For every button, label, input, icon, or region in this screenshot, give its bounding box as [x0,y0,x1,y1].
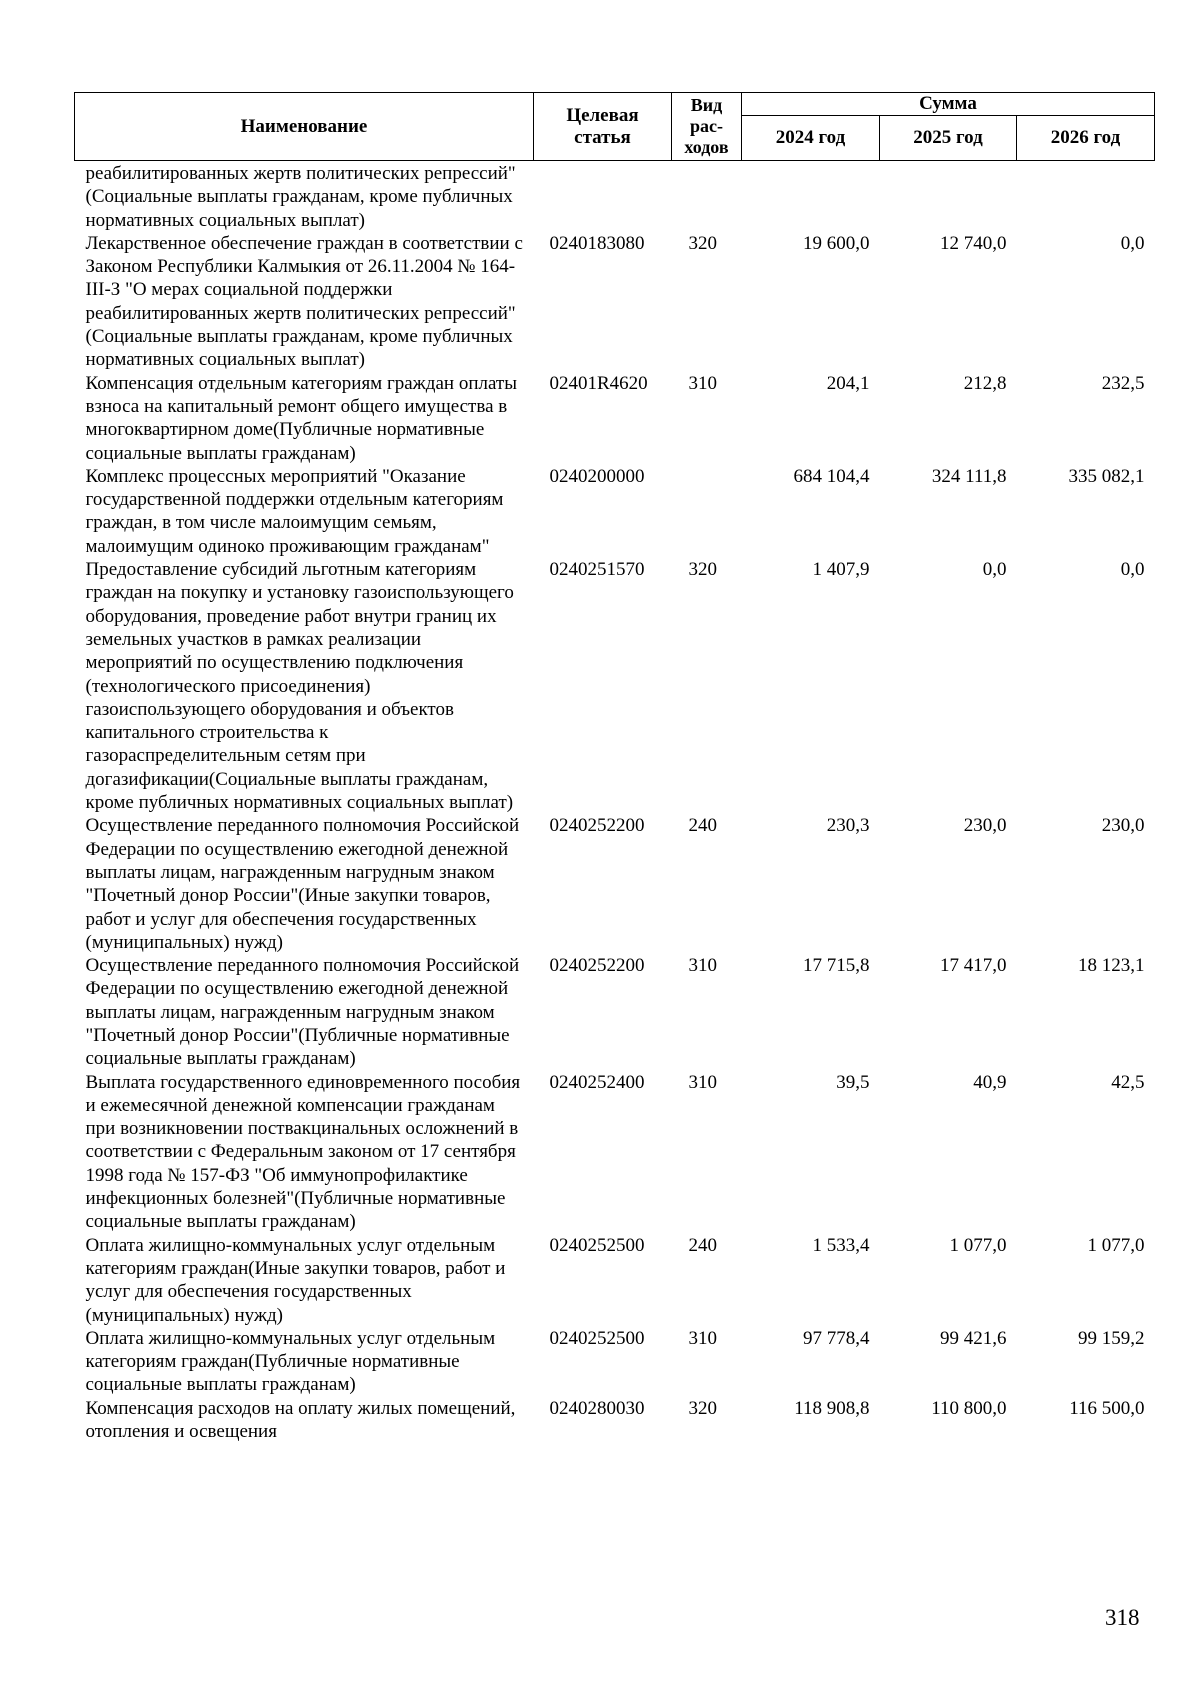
row-name: Оплата жилищно-коммунальных услуг отдельным категориям граждан(Публичные нормативные социальные выплаты гражданам) [85,1327,496,1396]
row-name: Комплекс процессных мероприятий "Оказание государственной поддержки отдельным категориям граждан, в том числе малоимущим семьям, малоимущим одиноко проживающим гражданам" [85,465,504,557]
header-vid: Вид рас-ходов [672,93,742,161]
header-2025: 2025 год [880,116,1017,161]
row-2025: 99 421,6 [940,1327,1007,1349]
row-vid: 320 [688,559,717,581]
row-2025: 0,0 [982,559,1007,581]
header-name: Наименование [75,93,534,161]
row-2026: 230,0 [1101,815,1145,837]
row-vid [672,465,742,558]
row-2024: 230,3 [826,815,870,837]
row-2025: 230,0 [963,815,1007,837]
row-code: 0240252200 [549,955,645,977]
table-row [75,954,1155,1070]
row-2026: 0,0 [1120,232,1145,254]
table-row [75,814,1155,954]
row-2026: 116 500,0 [1069,1397,1145,1419]
row-name: Осуществление переданного полномочия Российской Федерации по осуществлению ежегодной денежной выплаты лицам, награжденным нагрудным знаком "Почетный донор России"(Иные закупки товаров, работ и услуг для обеспечения государственных (муниципальных) нужд) [85,815,520,953]
row-2025: 110 800,0 [931,1397,1007,1419]
row-name: Выплата государственного единовременного пособия и ежемесячной денежной компенсации гражданам при возникновении поствакцинальных осложнений в соответствии с Федеральным законом от 17 сентября 1998 года № 157-ФЗ "Об иммунопрофилактике инфекционных болезней"(Публичные нормативные социальные выплаты гражданам) [85,1071,521,1233]
row-vid [672,161,742,232]
row-2024: 684 104,4 [793,465,870,487]
row-2025: 1 077,0 [949,1234,1007,1256]
row-name: реабилитированных жертв политических репрессий"(Социальные выплаты гражданам, кроме публичных нормативных социальных выплат) [85,163,516,231]
budget-table [74,92,1155,1443]
row-code: 0240251570 [549,559,645,581]
row-vid: 310 [688,1327,717,1349]
table-header [75,93,1155,161]
row-code: 0240252200 [549,815,645,837]
table-row [75,558,1155,814]
row-vid: 320 [688,232,717,254]
row-2024: 17 715,8 [803,955,870,977]
row-2026: 18 123,1 [1078,955,1145,977]
row-name: Лекарственное обеспечение граждан в соответствии с Законом Республики Калмыкия от 26.11.2004 № 164-III-З "О мерах социальной поддержки реабилитированных жертв политических репрессий"(Социальные выплаты гражданам, кроме публичных нормативных социальных выплат) [85,232,523,371]
row-name: Оплата жилищно-коммунальных услуг отдельным категориям граждан(Иные закупки товаров, работ и услуг для обеспечения государственных (муниципальных) нужд) [85,1234,506,1326]
row-2025: 12 740,0 [940,232,1007,254]
row-name: Компенсация отдельным категориям граждан оплаты взноса на капитальный ремонт общего имущества в многоквартирном доме(Публичные нормативные социальные выплаты гражданам) [85,372,517,464]
row-code: 0240252500 [549,1234,645,1256]
row-vid: 310 [688,955,717,977]
table-row [75,1397,1155,1444]
row-2024 [742,161,880,232]
row-vid: 310 [688,1071,717,1093]
row-2026: 232,5 [1101,372,1145,394]
row-2026: 0,0 [1120,559,1145,581]
page-number: 318 [1105,1605,1140,1630]
row-2024: 204,1 [826,372,870,394]
row-2024: 1 533,4 [812,1234,870,1256]
row-2025: 17 417,0 [940,955,1007,977]
row-code [534,161,672,232]
row-2024: 118 908,8 [794,1397,870,1419]
row-vid: 240 [688,1234,717,1256]
row-2025: 40,9 [973,1071,1007,1093]
row-2025 [880,161,1017,232]
row-2024: 97 778,4 [803,1327,870,1349]
header-code: Целевая статья [534,93,672,161]
row-vid: 240 [688,815,717,837]
table-row [75,1071,1155,1234]
table-body [75,161,1155,1444]
row-code: 0240252500 [549,1327,645,1349]
row-2024: 39,5 [836,1071,870,1093]
row-name: Предоставление субсидий льготным категориям граждан на покупку и установку газоиспользующего оборудования, проведение работ внутри границ их земельных участков в рамках реализации мероприятий по осуществлению подключения (технологического присоединения) газоиспользующего оборудования и объектов капитального строительства к газораспределительным сетям при догазификации(Социальные выплаты гражданам, кроме публичных нормативных социальных выплат) [85,559,514,814]
row-vid: 320 [688,1397,717,1419]
row-code: 0240252400 [549,1071,645,1093]
header-2026: 2026 год [1017,116,1155,161]
table-row [75,1327,1155,1397]
table-row [75,465,1155,558]
header-2024: 2024 год [742,116,880,161]
row-2024: 1 407,9 [812,559,870,581]
row-2025: 212,8 [963,372,1007,394]
row-code: 0240200000 [549,465,645,487]
header-sum: Сумма [742,93,1155,116]
table-row [75,1234,1155,1327]
row-code: 0240183080 [549,232,645,254]
row-2026: 335 082,1 [1068,465,1145,487]
row-2026: 42,5 [1111,1071,1145,1093]
table-row [75,161,1155,232]
document-page [74,92,1154,1443]
row-2026: 1 077,0 [1087,1234,1145,1256]
table-row [75,372,1155,465]
row-code: 0240280030 [549,1397,645,1419]
row-name: Компенсация расходов на оплату жилых помещений, отопления и освещения [85,1397,516,1443]
row-2025: 324 111,8 [931,465,1007,487]
row-code: 02401R4620 [549,372,648,394]
row-name: Осуществление переданного полномочия Российской Федерации по осуществлению ежегодной денежной выплаты лицам, награжденным нагрудным знаком "Почетный донор России"(Публичные нормативные социальные выплаты гражданам) [85,955,520,1070]
table-row [75,232,1155,372]
row-2024: 19 600,0 [803,232,870,254]
row-2026 [1017,161,1155,232]
row-2026: 99 159,2 [1078,1327,1145,1349]
row-vid: 310 [688,372,717,394]
